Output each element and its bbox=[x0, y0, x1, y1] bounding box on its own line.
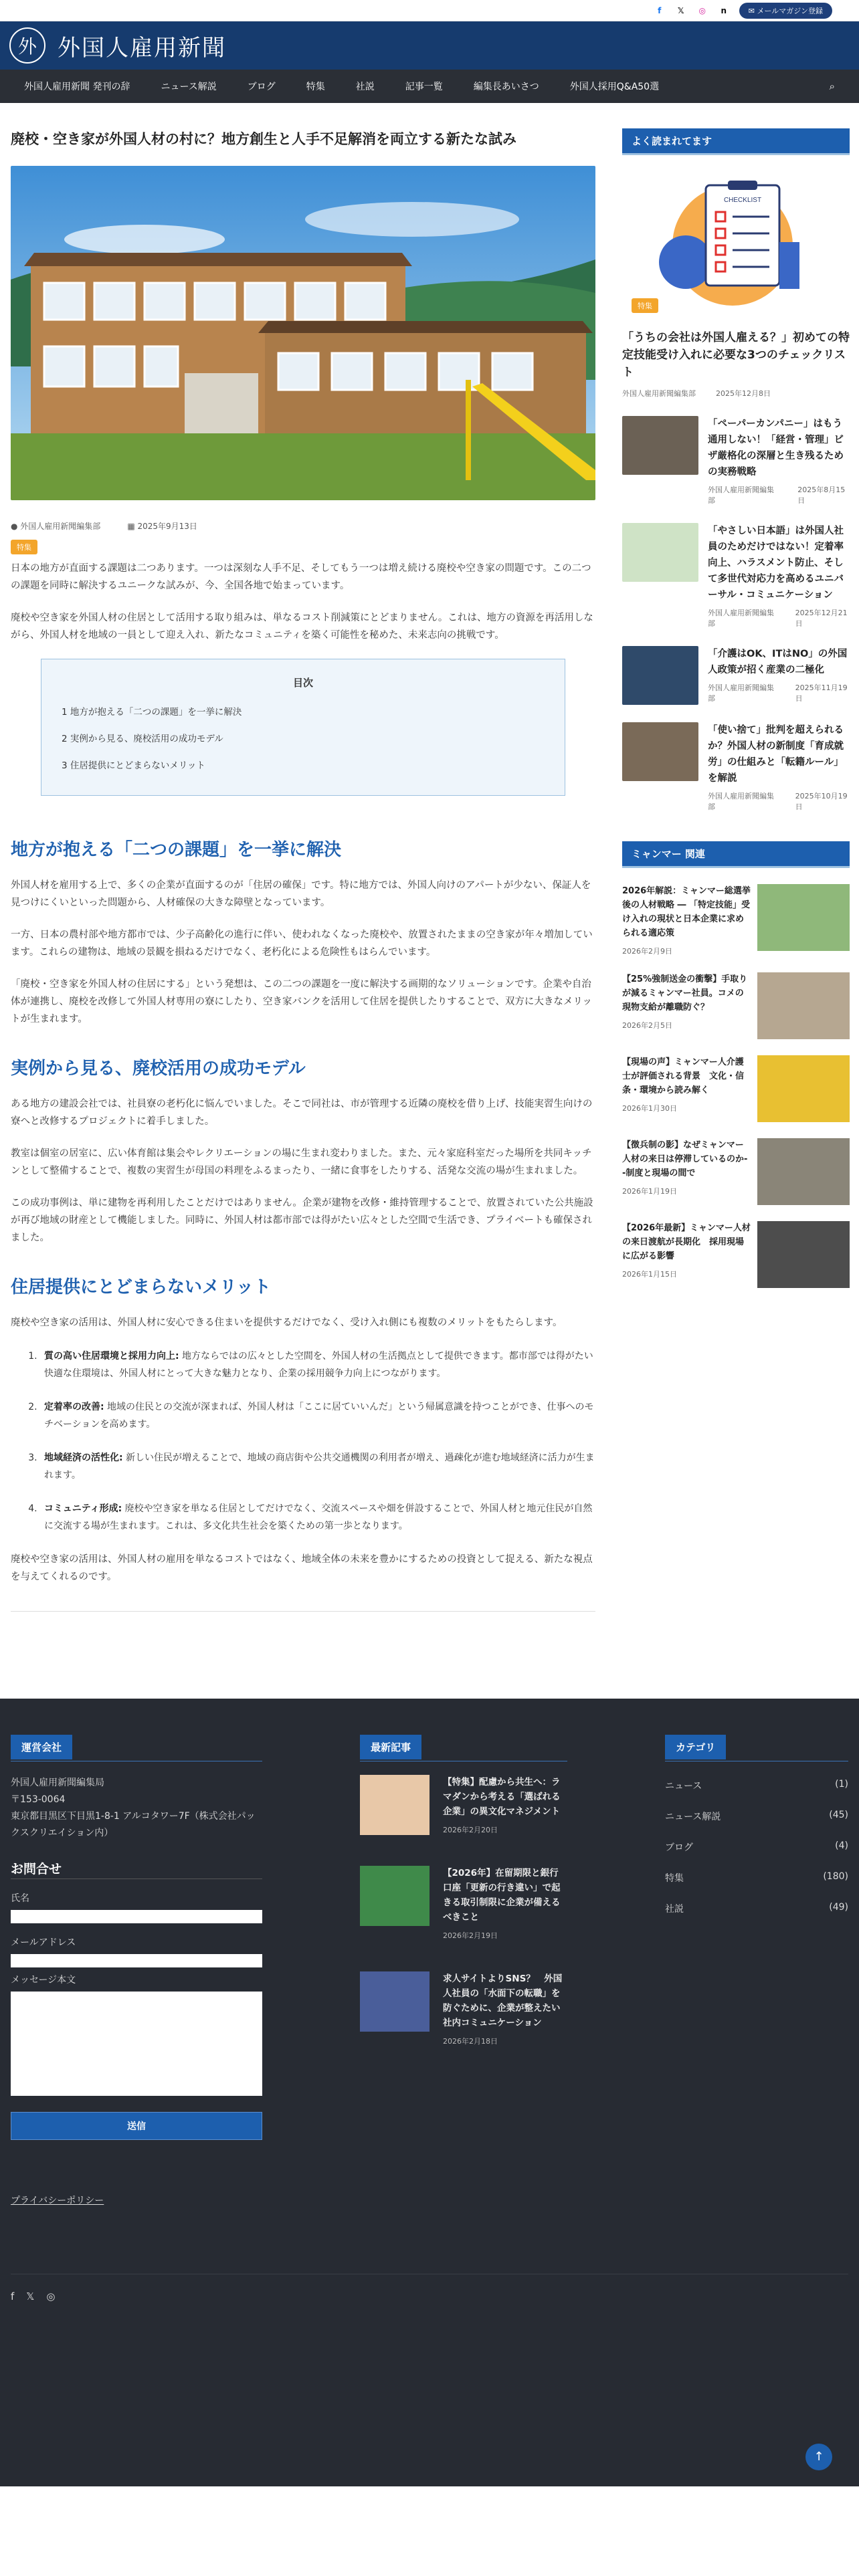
nav-item-news-analysis[interactable]: ニュース解説 bbox=[161, 82, 217, 92]
featured-meta: 外国人雇用新聞編集部 2025年12月8日 bbox=[622, 389, 771, 398]
main-nav bbox=[0, 70, 859, 103]
x-icon[interactable]: 𝕏 bbox=[677, 5, 684, 15]
ranking-item[interactable] bbox=[622, 646, 850, 705]
list-item: 3. 地域経済の活性化: 新しい住民が増えることで、地域の商店街や公共交通機関の利用者が増え、過疎化が進む地域経済に活力が生まれます。 bbox=[40, 1449, 595, 1484]
nav-item-blog[interactable]: ブログ bbox=[247, 82, 276, 92]
divider bbox=[11, 1611, 595, 1612]
ranking-text bbox=[708, 646, 850, 705]
facebook-icon[interactable]: f bbox=[658, 5, 662, 15]
news-title[interactable]: 求人サイトよりSNS？ 外国人社員の「水面下の転職」を防ぐために、企業が整えたい社内コミュニケーション bbox=[443, 1973, 563, 2028]
toc-item[interactable]: 3 住居提供にとどまらないメリット bbox=[62, 760, 205, 771]
newsletter-button[interactable]: ✉ メールマガジン登録 bbox=[739, 3, 832, 19]
list-item: 2. 定着率の改善: 地域の住民との交流が深まれば、外国人材は「ここに居ていいんだ」という帰属意識を持つことができ、仕事へのモチベーションを高めます。 bbox=[40, 1398, 595, 1433]
list-item[interactable] bbox=[622, 1138, 850, 1205]
calendar-icon: ▦ bbox=[127, 522, 138, 531]
toc-item[interactable]: 2 実例から見る、廃校活用の成功モデル bbox=[62, 734, 223, 744]
article-thumbnail[interactable] bbox=[757, 884, 850, 951]
date: 2025年12月21日 bbox=[795, 609, 848, 628]
myanmar-text bbox=[622, 884, 751, 956]
paragraph: 教室は個室の居室に、広い体育館は集会やレクリエーションの場に生まれ変わりました。また、元々家庭科室だった場所を共同キッチンとして整備することで、複数の実習生が母国の料理をふるまったり、一緒に食事をしたりする、活発な交流の場が生まれました。 bbox=[11, 1148, 592, 1176]
section-heading: 地方が抱える「二つの課題」を一挙に解決 bbox=[11, 840, 342, 860]
date: 2026年2月9日 bbox=[622, 947, 672, 956]
paragraph: 廃校や空き家の活用は、外国人材に安心できる住まいを提供するだけでなく、受け入れ側にも複数のメリットをもたらします。 bbox=[11, 1317, 563, 1328]
ranking-item[interactable] bbox=[622, 416, 850, 506]
site-footer bbox=[0, 1699, 859, 2486]
ranking-meta bbox=[708, 790, 850, 812]
author[interactable]: ● 外国人雇用新聞編集部 bbox=[11, 522, 101, 531]
user-icon: ● bbox=[11, 522, 21, 531]
mail-icon: ✉ bbox=[748, 6, 757, 15]
date: 2026年2月19日 bbox=[443, 1931, 498, 1940]
section-heading: 実例から見る、廃校活用の成功モデル bbox=[11, 1059, 306, 1079]
list-item[interactable] bbox=[622, 1221, 850, 1288]
list-item[interactable] bbox=[622, 884, 850, 956]
facebook-icon[interactable]: f bbox=[11, 2290, 15, 2302]
list-item: 4. コミュニティ形成: 廃校や空き家を単なる住居としてだけでなく、交流スペースや畑を併設することで、外国人材と地元住民が自然に交流する場が生まれます。これは、多文化共生社会を築くための第一歩となります。 bbox=[40, 1500, 595, 1535]
article-title: 廃校・空き家が外国人材の村に？地方創生と人手不足解消を両立する新たな試み bbox=[11, 131, 516, 147]
ranking-meta bbox=[708, 607, 850, 629]
toc-item[interactable]: 1 地方が抱える「二つの課題」を一挙に解決 bbox=[62, 707, 242, 718]
article-thumbnail[interactable] bbox=[360, 1866, 430, 1926]
footer-categories bbox=[665, 1735, 848, 2207]
date: 2026年1月15日 bbox=[622, 1270, 677, 1279]
nav-item-articles[interactable]: 記事一覧 bbox=[405, 82, 443, 92]
paragraph: 日本の地方が直面する課題は二つあります。一つは深刻な人手不足、そしてもう一つは増え続ける廃校や空き家の問題です。この二つの課題を同時に解決するユニークな試みが、今、全国各地で始まっています。 bbox=[11, 563, 591, 591]
paragraph: この成功事例は、単に建物を再利用したことだけではありません。企業が建物を改修・維持管理することで、放置されていた公共施設が再び地域の財産として機能しました。同時に、外国人材は都市部では得がたい広々とした空間で生活でき、プライベートも確保されました。 bbox=[11, 1198, 593, 1243]
category-name: 社説 bbox=[665, 1904, 684, 1915]
ranking-text bbox=[708, 416, 850, 506]
category-count: (1) bbox=[835, 1779, 848, 1790]
myanmar-title[interactable]: 【現場の声】ミャンマー人介護士が評価される背景 文化・信条・環境から読み解く bbox=[622, 1057, 745, 1095]
list-item[interactable] bbox=[360, 1775, 567, 1835]
paragraph: 「廃校・空き家を外国人材の住居にする」という発想は、この二つの課題を一度に解決する画期的なソリューションです。企業や自治体が連携し、廃校を改修して外国人材専用の寮にしたり、空き家バンクを活用して住居を提供したりすることで、双方に大きなメリットが生まれます。 bbox=[11, 979, 592, 1025]
myanmar-text bbox=[622, 1221, 751, 1288]
category-count: (45) bbox=[829, 1810, 848, 1820]
category-tag[interactable]: 特集 bbox=[632, 298, 658, 313]
note-icon[interactable]: n bbox=[721, 5, 727, 15]
news-title[interactable]: 【特集】配慮から共生へ：ラマダンから考える「選ばれる企業」の異文化マネジメント bbox=[443, 1777, 561, 1817]
date: 2026年2月18日 bbox=[443, 2037, 498, 2046]
category-heading: カテゴリ bbox=[665, 1735, 726, 1759]
latest-heading: 最新記事 bbox=[360, 1735, 421, 1759]
merit-list bbox=[40, 1348, 595, 1535]
email-field[interactable] bbox=[11, 1954, 262, 1967]
date: 2026年2月20日 bbox=[443, 1826, 498, 1834]
hero-image bbox=[11, 166, 595, 500]
publish-date: ▦ 2025年9月13日 bbox=[127, 522, 197, 531]
paragraph: 廃校や空き家の活用は、外国人材の雇用を単なるコストではなく、地域全体の未来を豊かにするための投資として捉える、新たな視点を与えてくれるのです。 bbox=[11, 1554, 593, 1582]
ranking-text bbox=[708, 722, 850, 812]
news-title[interactable]: 【2026年】在留期限と銀行口座「更新の行き違い」で起きる取引制限に企業が備えるべきこと bbox=[443, 1868, 561, 1923]
ranking-title[interactable]: 「ペーパーカンパニー」はもう通用しない！「経営・管理」ビザ厳格化の深層と生き残るための実務戦略 bbox=[708, 419, 844, 477]
ranking-list bbox=[622, 416, 850, 812]
myanmar-list bbox=[622, 884, 850, 1288]
ranking-item[interactable] bbox=[622, 722, 850, 812]
address: 東京都目黒区下目黒1-8-1 アルコタワー7F（株式会社パックスクリエイション内） bbox=[11, 1811, 256, 1838]
instagram-icon[interactable]: ◎ bbox=[698, 5, 706, 15]
date: 2026年1月19日 bbox=[622, 1187, 677, 1196]
article-thumbnail[interactable] bbox=[360, 1775, 430, 1835]
ranking-meta bbox=[708, 682, 850, 704]
category-item[interactable] bbox=[665, 1871, 848, 1885]
category-count: (180) bbox=[823, 1871, 848, 1882]
search-icon[interactable]: ⌕ bbox=[829, 80, 835, 92]
category-count: (49) bbox=[829, 1902, 848, 1913]
nav-item-inaugural[interactable]: 外国人雇用新聞 発刊の辞 bbox=[24, 82, 130, 92]
category-item[interactable] bbox=[665, 1779, 848, 1792]
author: 外国人雇用新聞編集部 bbox=[708, 792, 774, 811]
date: 2025年10月19日 bbox=[795, 792, 848, 811]
article-thumbnail[interactable] bbox=[622, 523, 698, 582]
toc-title: 目次 bbox=[292, 677, 313, 689]
category-name: ブログ bbox=[665, 1842, 693, 1853]
name-field[interactable] bbox=[11, 1910, 262, 1923]
sidebar bbox=[622, 124, 850, 1699]
paragraph: 一方、日本の農村部や地方都市では、少子高齢化の進行に伴い、使われなくなった廃校や、放置されたままの空き家が年々増加しています。これらの建物は、地域の景観を損ねるだけでなく、老朽化による危険性もはらんでいます。 bbox=[11, 930, 593, 958]
company-name: 外国人雇用新聞編集局 bbox=[11, 1778, 104, 1788]
date: 2026年1月30日 bbox=[622, 1104, 677, 1113]
email-label: メールアドレス bbox=[11, 1937, 76, 1948]
category-item[interactable] bbox=[665, 1810, 848, 1823]
article-thumbnail[interactable] bbox=[622, 722, 698, 781]
back-to-top-button[interactable]: ↑ bbox=[805, 2444, 832, 2470]
top-bar bbox=[0, 0, 859, 21]
article-thumbnail[interactable] bbox=[360, 1971, 430, 2032]
myanmar-text bbox=[622, 1055, 751, 1122]
section-heading: 住居提供にとどまらないメリット bbox=[11, 1277, 271, 1297]
author: 外国人雇用新聞編集部 bbox=[708, 486, 774, 505]
category-name: ニュース bbox=[665, 1781, 702, 1792]
news-text bbox=[443, 1971, 567, 2046]
ranking-title[interactable]: 「やさしい日本語」は外国人社員のためだけではない！定着率向上、ハラスメント防止、そして多世代対応力を高めるユニバーサル・コミュニケーション bbox=[708, 526, 844, 601]
ranking-meta bbox=[708, 484, 850, 506]
ranking-title[interactable]: 「使い捨て」批判を超えられるか？外国人材の新制度「育成就労」の仕組みと「転籍ルール」を解説 bbox=[708, 725, 844, 784]
list-item[interactable] bbox=[360, 1866, 567, 1941]
nav-item-special[interactable]: 特集 bbox=[306, 82, 325, 92]
site-logo[interactable]: 外 bbox=[9, 27, 45, 64]
date: 2026年2月5日 bbox=[622, 1021, 672, 1030]
category-name: ニュース解説 bbox=[665, 1812, 721, 1822]
article-thumbnail[interactable] bbox=[757, 972, 850, 1039]
article-thumbnail[interactable] bbox=[757, 1221, 850, 1288]
article-thumbnail[interactable] bbox=[757, 1055, 850, 1122]
featured-image[interactable] bbox=[622, 162, 850, 322]
name-label: 氏名 bbox=[11, 1893, 29, 1904]
site-name[interactable]: 外国人雇用新聞 bbox=[58, 34, 226, 62]
site-header bbox=[0, 21, 859, 70]
paragraph: ある地方の建設会社では、社員寮の老朽化に悩んでいました。そこで同社は、市が管理する近隣の廃校を借り上げ、技能実習生向けの寮へと改修するプロジェクトに着手しました。 bbox=[11, 1099, 593, 1127]
list-item: 1. 質の高い住居環境と採用力向上: 地方ならではの広々とした空間を、外国人材の生活拠点として提供できます。都市部では得がたい快適な住環境は、外国人材にとって大きな魅力となり、企業の採用競争力向上につながります。 bbox=[40, 1348, 595, 1382]
paragraph: 廃校や空き家を外国人材の住居として活用する取り組みは、単なるコスト削減策にとどまりません。これは、地方の資源を再活用しながら、外国人材を地域の一員として迎え入れ、新たなコミュニティを築く可能性を秘めた、未来志向の挑戦です。 bbox=[11, 613, 593, 641]
instagram-icon[interactable]: ◎ bbox=[46, 2290, 56, 2302]
privacy-link[interactable]: プライバシーポリシー bbox=[11, 2195, 104, 2206]
footer-latest bbox=[360, 1735, 567, 2207]
table-of-contents bbox=[41, 659, 565, 796]
category-item[interactable] bbox=[665, 1902, 848, 1915]
x-icon[interactable]: 𝕏 bbox=[26, 2290, 35, 2302]
popular-heading: よく読まれてます bbox=[622, 128, 850, 155]
message-field[interactable] bbox=[11, 1992, 262, 2096]
myanmar-heading: ミャンマー 関連 bbox=[622, 841, 850, 868]
ranking-text bbox=[708, 523, 850, 629]
myanmar-title[interactable]: 【徴兵制の影】なぜミャンマー人材の来日は停滞しているのか--制度と現場の間で bbox=[622, 1140, 748, 1178]
article-thumbnail[interactable] bbox=[622, 416, 698, 475]
list-item[interactable] bbox=[622, 1055, 850, 1122]
article bbox=[11, 124, 595, 1699]
article-thumbnail[interactable] bbox=[757, 1138, 850, 1205]
checklist-label: CHECKLIST bbox=[723, 197, 762, 204]
myanmar-text bbox=[622, 972, 751, 1039]
list-item[interactable] bbox=[622, 972, 850, 1039]
article-thumbnail[interactable] bbox=[622, 646, 698, 705]
author: 外国人雇用新聞編集部 bbox=[708, 609, 774, 628]
news-text bbox=[443, 1866, 567, 1941]
myanmar-title[interactable]: 2026年解説：ミャンマー総選挙後の人材戦略 ― 「特定技能」受け入れの現状と日本企業に求められる適応策 bbox=[622, 886, 751, 938]
author: 外国人雇用新聞編集部 bbox=[708, 683, 774, 703]
footer-social bbox=[11, 2274, 848, 2302]
myanmar-title[interactable]: 【25%強制送金の衝撃】手取りが減るミャンマー社員。コメの現物支給が離職防ぐ？ bbox=[622, 974, 748, 1012]
contact-heading: お問合せ bbox=[11, 1862, 62, 1876]
category-count: (4) bbox=[835, 1840, 848, 1851]
nav-item-qa[interactable]: 外国人採用Q&A50選 bbox=[569, 82, 660, 92]
date: 2025年11月19日 bbox=[795, 683, 848, 703]
nav-item-editor-greeting[interactable]: 編集長あいさつ bbox=[473, 82, 539, 92]
category-tag[interactable]: 特集 bbox=[11, 540, 37, 554]
featured-title[interactable]: 「うちの会社は外国人雇える？」初めての特定技能受け入れに必要な3つのチェックリスト bbox=[622, 331, 850, 379]
myanmar-text bbox=[622, 1138, 751, 1205]
news-text bbox=[443, 1775, 567, 1835]
message-label: メッセージ本文 bbox=[11, 1975, 76, 1985]
ranking-item[interactable] bbox=[622, 523, 850, 629]
company-heading: 運営会社 bbox=[11, 1735, 72, 1759]
category-name: 特集 bbox=[665, 1873, 684, 1884]
paragraph: 外国人材を雇用する上で、多くの企業が直面するのが「住居の確保」です。特に地方では、外国人向けのアパートが少ない、保証人を見つけにくいといった問題から、人材確保の大きな障壁となっています。 bbox=[11, 880, 591, 908]
date: 2025年8月15日 bbox=[797, 486, 846, 505]
myanmar-title[interactable]: 【2026年最新】ミャンマー人材の来日渡航が長期化 採用現場に広がる影響 bbox=[622, 1223, 751, 1261]
submit-button[interactable]: 送信 bbox=[11, 2112, 262, 2140]
footer-company bbox=[11, 1735, 262, 2207]
article-meta bbox=[11, 520, 595, 532]
list-item[interactable] bbox=[360, 1971, 567, 2046]
ranking-title[interactable]: 「介護はOK、ITはNO」の外国人政策が招く産業の二極化 bbox=[708, 649, 848, 675]
postal-code: 〒153-0064 bbox=[11, 1794, 66, 1805]
nav-item-editorial[interactable]: 社説 bbox=[355, 82, 375, 92]
category-item[interactable] bbox=[665, 1840, 848, 1854]
